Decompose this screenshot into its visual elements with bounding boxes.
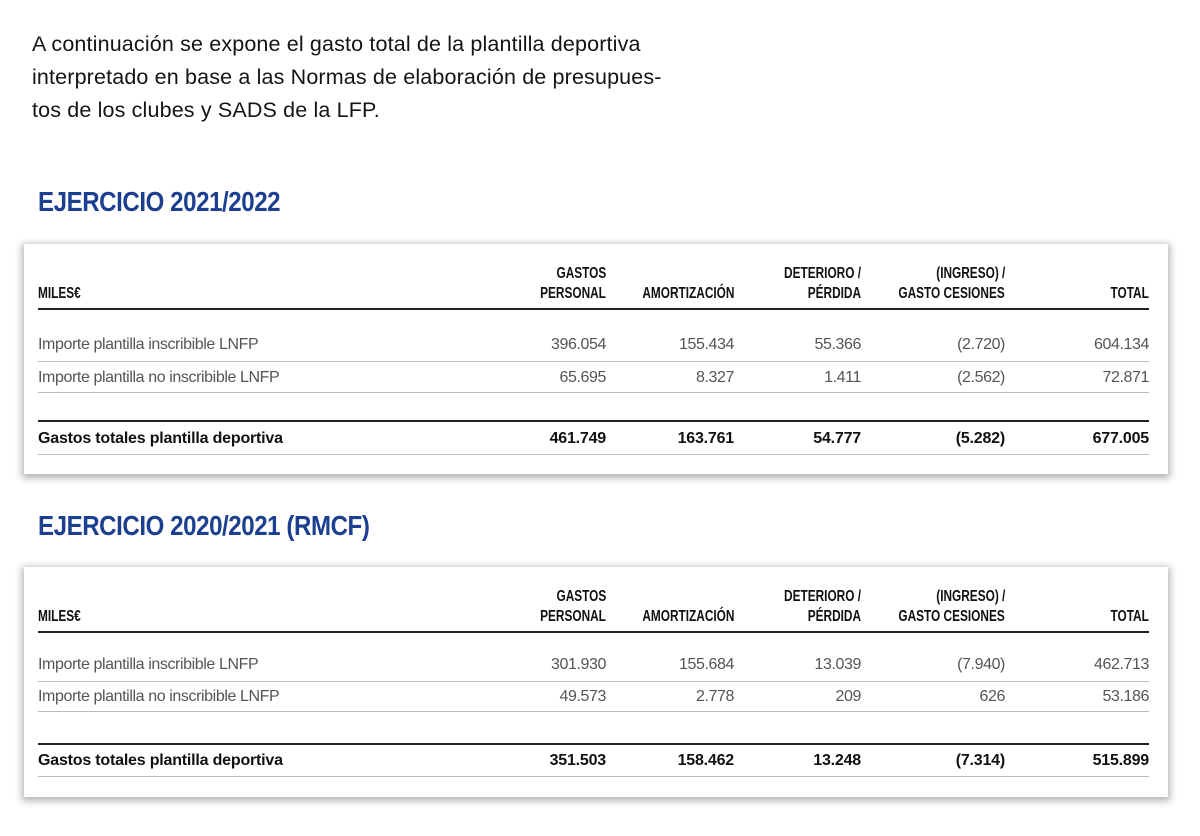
total-row-label: Gastos totales plantilla deportiva [38, 752, 283, 769]
row-label: Importe plantilla inscribible LNFP [38, 656, 259, 673]
column-header-deterioro: DETERIORO / PÉRDIDA [784, 588, 861, 625]
column-header-ingreso-cesiones: (INGRESO) / GASTO CESIONES [898, 588, 1005, 625]
column-header-gastos-personal: GASTOS PERSONAL [540, 265, 606, 302]
cell-deterioro: 209 [835, 688, 861, 705]
total-ingreso: (5.282) [955, 430, 1005, 447]
total-total: 677.005 [1092, 430, 1149, 447]
cell-total: 462.713 [1093, 656, 1149, 673]
cell-amortizacion: 155.684 [678, 656, 734, 673]
row-divider [38, 361, 1149, 362]
total-total: 515.899 [1092, 752, 1149, 769]
cell-total: 72.871 [1102, 369, 1149, 386]
intro-line: A continuación se expone el gasto total de la plantilla deportiva [32, 32, 641, 56]
column-header-total: TOTAL [1110, 285, 1149, 302]
expense-table-2021-2022 [24, 244, 1168, 474]
expense-table-2020-2021 [24, 567, 1168, 797]
total-rule [38, 420, 1149, 422]
column-header-total: TOTAL [1110, 608, 1149, 625]
total-amortizacion: 163.761 [677, 430, 734, 447]
cell-gastos: 49.573 [559, 688, 606, 705]
cell-amortizacion: 8.327 [695, 369, 734, 386]
cell-amortizacion: 155.434 [678, 336, 734, 353]
cell-gastos: 301.930 [550, 656, 606, 673]
cell-deterioro: 1.411 [824, 369, 861, 386]
total-row-label: Gastos totales plantilla deportiva [38, 430, 283, 447]
total-gastos: 461.749 [549, 430, 606, 447]
row-divider [38, 681, 1149, 682]
total-rule [38, 743, 1149, 745]
total-deterioro: 54.777 [813, 430, 861, 447]
section-title-2020-2021: EJERCICIO 2020/2021 (RMCF) [38, 510, 370, 541]
column-header-label: MILES€ [38, 285, 81, 302]
column-header-gastos-personal: GASTOS PERSONAL [540, 588, 606, 625]
cell-deterioro: 13.039 [814, 656, 861, 673]
total-gastos: 351.503 [549, 752, 606, 769]
row-label: Importe plantilla inscribible LNFP [38, 336, 259, 353]
row-label: Importe plantilla no inscribible LNFP [38, 688, 280, 705]
cell-amortizacion: 2.778 [695, 688, 734, 705]
column-header-deterioro: DETERIORO / PÉRDIDA [784, 265, 861, 302]
cell-total: 604.134 [1093, 336, 1149, 353]
cell-ingreso: 626 [979, 688, 1005, 705]
intro-line: interpretado en base a las Normas de elaboración de presupues- [32, 65, 662, 89]
total-amortizacion: 158.462 [677, 752, 734, 769]
cell-gastos: 396.054 [550, 336, 606, 353]
total-ingreso: (7.314) [955, 752, 1005, 769]
cell-total: 53.186 [1102, 688, 1149, 705]
row-divider [38, 776, 1149, 777]
column-header-amortizacion: AMORTIZACIÓN [641, 608, 734, 625]
intro-paragraph [32, 28, 792, 127]
cell-ingreso: (2.720) [957, 336, 1005, 353]
row-divider [38, 392, 1149, 393]
row-divider [38, 454, 1149, 455]
column-header-amortizacion: AMORTIZACIÓN [641, 285, 734, 302]
cell-ingreso: (2.562) [957, 369, 1005, 386]
row-divider [38, 711, 1149, 712]
cell-gastos: 65.695 [559, 369, 606, 386]
cell-deterioro: 55.366 [814, 336, 861, 353]
intro-line: tos de los clubes y SADS de la LFP. [32, 98, 380, 122]
row-label: Importe plantilla no inscribible LNFP [38, 369, 280, 386]
cell-ingreso: (7.940) [957, 656, 1005, 673]
header-rule [38, 308, 1149, 310]
section-title-2021-2022: EJERCICIO 2021/2022 [38, 186, 281, 217]
column-header-label: MILES€ [38, 608, 81, 625]
total-deterioro: 13.248 [813, 752, 861, 769]
column-header-ingreso-cesiones: (INGRESO) / GASTO CESIONES [898, 265, 1005, 302]
header-rule [38, 631, 1149, 633]
